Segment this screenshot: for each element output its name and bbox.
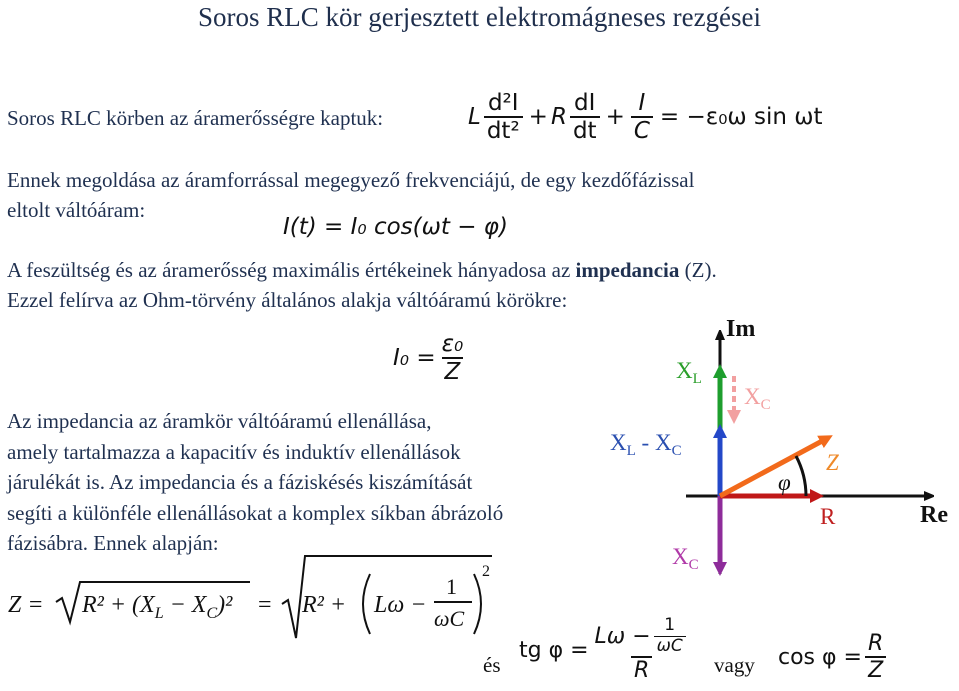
- eq3-den: Z: [442, 357, 464, 385]
- cos-label: cos φ =: [778, 644, 862, 670]
- cosine-formula: [778, 626, 889, 688]
- or-word: vagy: [714, 653, 755, 677]
- tg-num-lw: Lω −: [594, 623, 651, 649]
- xc-top-sub: C: [760, 397, 771, 413]
- xl-label: [676, 358, 702, 387]
- xl-label-sub: L: [692, 371, 702, 387]
- tg-num: [592, 616, 692, 656]
- diff-sub-2: C: [671, 443, 682, 459]
- eq4-close: )²: [217, 592, 233, 618]
- differential-equation: [468, 86, 823, 148]
- eq1-dt2: dt²: [484, 116, 523, 144]
- re-label: Re: [920, 502, 948, 528]
- diff-mid: - X: [635, 430, 672, 455]
- eq1-frac-ic: [631, 90, 653, 145]
- xc-bottom-main: X: [672, 544, 689, 569]
- ohm-equation: [393, 330, 469, 386]
- cos-num: R: [867, 630, 884, 656]
- xl-label-main: X: [676, 358, 693, 383]
- impedance-line: [7, 255, 717, 285]
- impedance-word: impedancia: [575, 258, 680, 282]
- z-label: Z: [826, 450, 839, 475]
- eq4-lhs: Z =: [8, 592, 44, 618]
- eq4-sqrt1: R² + (X: [82, 592, 155, 618]
- tg-frac: [592, 616, 692, 683]
- r-label: R: [820, 504, 836, 529]
- diff-sub-1: L: [626, 443, 636, 459]
- eq4-equals: =: [258, 592, 272, 618]
- eq1-frac-di: [570, 90, 600, 145]
- current-equation: I(t) = I₀ cos(ωt − φ): [283, 214, 508, 240]
- impedance-pre: A feszültség és az áramerősség maximális értékeinek hányadosa az: [7, 258, 576, 282]
- eq4-r2: R² +: [302, 592, 347, 618]
- eq4-sub-l: L: [154, 605, 164, 622]
- eq1-c: C: [631, 116, 653, 144]
- xc-bottom-sub: C: [688, 557, 699, 573]
- eq4-one: 1: [446, 574, 457, 599]
- impedance-post: (Z).: [679, 258, 717, 282]
- ohm-law-line: Ezzel felírva az Ohm-törvény általános alakja váltóáramú körökre:: [7, 288, 568, 312]
- tg-label: tg φ =: [519, 637, 589, 663]
- phasor-diagram: [600, 312, 959, 582]
- eq1-plus: +: [528, 104, 548, 130]
- eq1-i: I: [638, 89, 646, 116]
- paragraph-line: amely tartalmazza a kapacitív és induktív ellenállások: [7, 439, 461, 464]
- eq1-l: L: [468, 104, 481, 130]
- eq3-frac: [439, 331, 467, 386]
- eq1-rhs: = −ε₀ω sin ωt: [659, 104, 823, 130]
- and-word: és: [483, 653, 501, 677]
- xc-top-label: [744, 384, 771, 413]
- page-title: Soros RLC kör gerjesztett elektromágneses rezgései: [197, 2, 762, 32]
- paragraph-line: segíti a különféle ellenállásokat a komplex síkban ábrázoló: [7, 500, 504, 525]
- eq4-sqrt-body: [81, 592, 233, 622]
- diff-main: X: [610, 430, 627, 455]
- eq4-wc: ωC: [434, 606, 465, 631]
- eq4-sub-c: C: [206, 605, 218, 622]
- eq1-di: dI: [574, 89, 596, 116]
- eq3-lhs: I₀ =: [393, 345, 436, 371]
- xc-bottom-label: [672, 544, 699, 573]
- paragraph-line: Az impedancia az áramkör váltóáramú ellenállása,: [7, 409, 432, 433]
- phi-label: φ: [778, 470, 791, 495]
- tg-one: 1: [664, 615, 676, 636]
- tg-inner-frac: [654, 616, 686, 656]
- xl-minus-xc-label: [610, 430, 682, 459]
- im-label: Im: [726, 316, 756, 342]
- cos-frac: [865, 631, 886, 684]
- intro-text: Soros RLC körben az áramerősségre kaptuk:: [7, 106, 384, 130]
- eq1-dt: dt: [570, 116, 600, 144]
- paragraph-line: fázisábra. Ennek alapján:: [7, 531, 219, 555]
- paren-right: [474, 574, 481, 634]
- paren-left: [363, 574, 370, 634]
- tg-den: R: [631, 656, 652, 683]
- solution-line-2: eltolt váltóáram:: [7, 198, 146, 222]
- eq1-r: R: [550, 104, 567, 130]
- tg-wc: ωC: [654, 636, 686, 657]
- xc-top-main: X: [744, 384, 761, 409]
- z-vector: [720, 440, 824, 496]
- eq4-lw: Lω −: [374, 592, 427, 618]
- eq1-d2i: d²I: [487, 89, 519, 116]
- tangent-formula: [519, 612, 695, 688]
- eq1-plus-2: +: [605, 104, 625, 130]
- eq3-num: ε₀: [441, 330, 464, 357]
- eq1-frac-d2i: [484, 90, 523, 145]
- solution-line-1: Ennek megoldása az áramforrással megegyező frekvenciájú, de egy kezdőfázissal: [7, 168, 695, 192]
- eq4-minus: − X: [163, 592, 207, 618]
- paragraph-line: járulékát is. Az impedancia és a fáziskésés kiszámítását: [7, 470, 473, 494]
- eq4-square: 2: [482, 563, 490, 580]
- cos-den: Z: [865, 656, 886, 683]
- impedance-formula: [0, 552, 500, 642]
- impedance-paragraph: [7, 406, 503, 559]
- phi-arc: [796, 456, 806, 496]
